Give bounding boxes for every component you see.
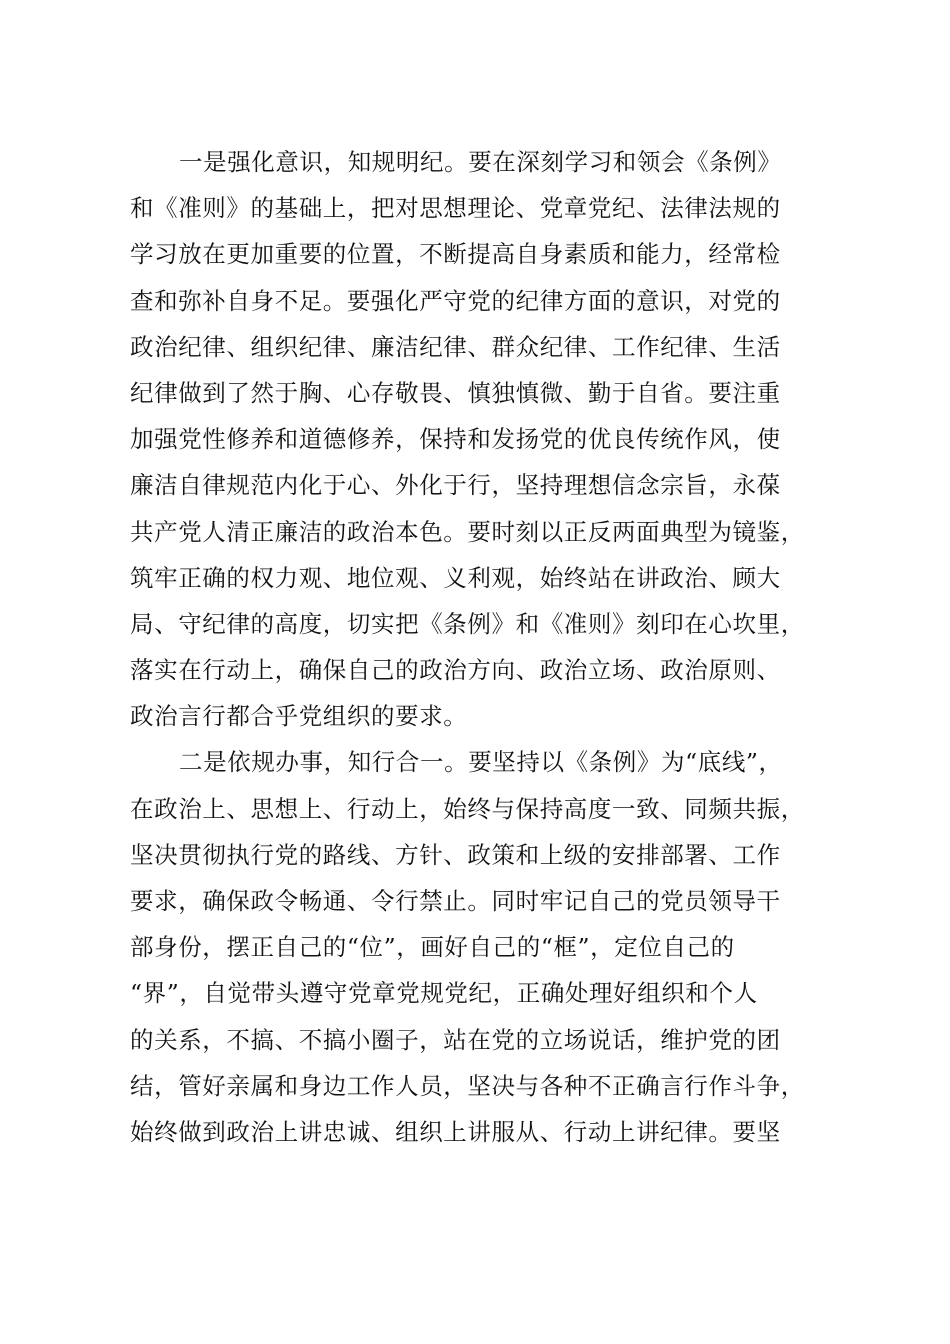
document-body: [130, 139, 830, 1155]
paragraph-2: [130, 739, 830, 1155]
paragraph-line: 政治言行都合乎党组织的要求。: [130, 702, 468, 731]
paragraph-line: 加强党性修养和道德修养，保持和发扬党的优良传统作风，使: [130, 425, 781, 454]
paragraph-line: 纪律做到了然于胸、心存敬畏、慎独慎微、勤于自省。要注重: [130, 378, 781, 407]
paragraph-line: 二是依规办事，知行合一。要坚持以《条例》为“底线”，: [179, 748, 783, 777]
paragraph-line: 在政治上、思想上、行动上，始终与保持高度一致、同频共振，: [130, 794, 805, 823]
paragraph-line: 查和弥补自身不足。要强化严守党的纪律方面的意识，对党的: [130, 286, 781, 315]
paragraph-line: 共产党人清正廉洁的政治本色。要时刻以正反两面典型为镜鉴，: [130, 517, 805, 546]
paragraph-line: 和《准则》的基础上，把对思想理论、党章党纪、法律法规的: [130, 194, 781, 223]
paragraph-line: 坚决贯彻执行党的路线、方针、政策和上级的安排部署、工作: [130, 840, 781, 869]
paragraph-line: “界”，自觉带头遵守党章党规党纪，正确处理好组织和个人: [130, 979, 758, 1008]
paragraph-line: 筑牢正确的权力观、地位观、义利观，始终站在讲政治、顾大: [130, 563, 781, 592]
paragraph-line: 部身份，摆正自己的“位”，画好自己的“框”，定位自己的: [130, 933, 735, 962]
paragraph-1: [130, 139, 830, 739]
paragraph-line: 结，管好亲属和身边工作人员，坚决与各种不正确言行作斗争，: [130, 1071, 805, 1100]
paragraph-line: 政治纪律、组织纪律、廉洁纪律、群众纪律、工作纪律、生活: [130, 332, 781, 361]
paragraph-line: 一是强化意识，知规明纪。要在深刻学习和领会《条例》: [179, 148, 782, 176]
paragraph-line: 的关系，不搞、不搞小圈子，站在党的立场说话，维护党的团: [130, 1025, 781, 1054]
paragraph-line: 局、守纪律的高度，切实把《条例》和《准则》刻印在心坎里，: [130, 609, 805, 638]
paragraph-line: 廉洁自律规范内化于心、外化于行，坚持理想信念宗旨，永葆: [130, 471, 781, 500]
paragraph-line: 学习放在更加重要的位置，不断提高自身素质和能力，经常检: [130, 240, 781, 269]
paragraph-line: 落实在行动上，确保自己的政治方向、政治立场、政治原则、: [130, 656, 781, 685]
paragraph-line: 要求，确保政令畅通、令行禁止。同时牢记自己的党员领导干: [130, 887, 781, 915]
paragraph-line: 始终做到政治上讲忠诚、组织上讲服从、行动上讲纪律。要坚: [130, 1117, 781, 1146]
